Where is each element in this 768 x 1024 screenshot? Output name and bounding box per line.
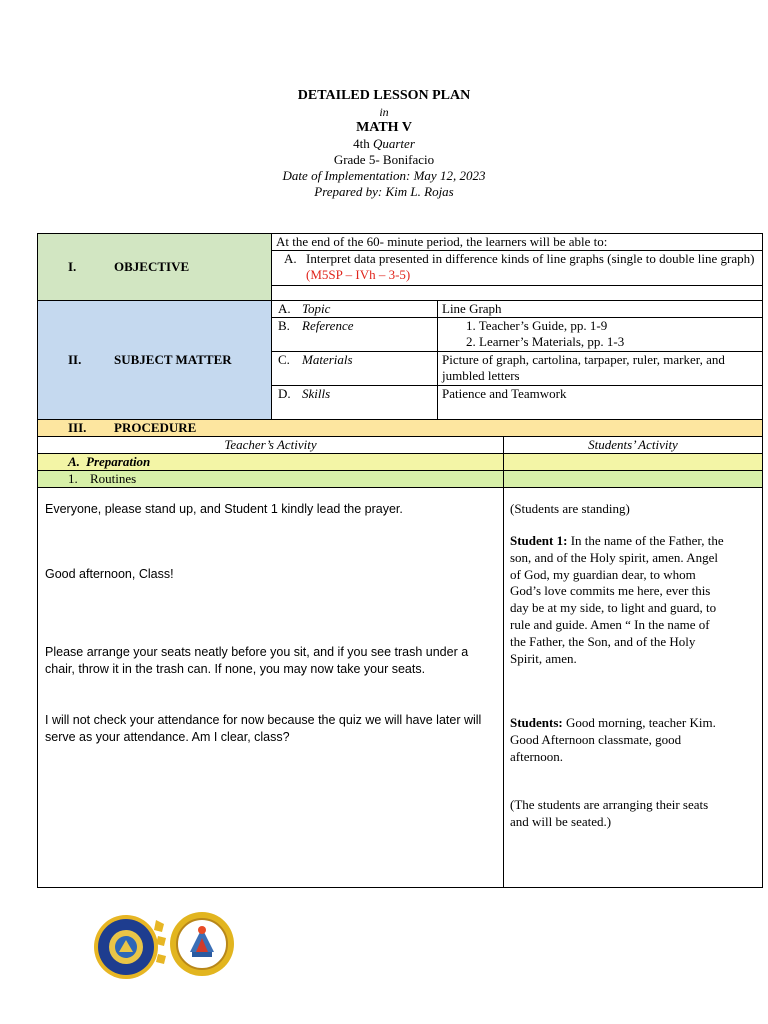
procedure-row: [38, 420, 763, 437]
objective-item-letter: A.: [284, 251, 297, 266]
students-text: Good morning, teacher Kim. Good Afternoon classmate, good afternoon.: [510, 715, 716, 764]
document-title: DETAILED LESSON PLAN: [297, 88, 471, 103]
teacher-line-4: I will not check your attendance for now because the quiz we will have later will serve as your attendance. Am I clear, class?: [45, 713, 482, 744]
routines-label: Routines: [90, 471, 137, 486]
procedure-header: [38, 420, 763, 437]
reference-value: [438, 318, 763, 352]
lesson-plan-table: [37, 233, 763, 888]
teacher-dialogue-cell: [38, 488, 504, 888]
student1-text: In the name of the Father, the son, and of the Holy spirit, amen. Angel of God, my guardian dear, to whom God’s love commits me here, ever this day be at my side, to light and guard, to rule and guide. Amen “ In the name of the Father, the Son, and of the Holy Spirit, amen.: [510, 533, 724, 666]
students-speaker: Students:: [510, 715, 563, 730]
preparation-student-cell: [504, 454, 763, 471]
teacher-line-2: Good afternoon, Class!: [45, 567, 174, 581]
objective-item: [272, 251, 763, 286]
procedure-number: III.: [68, 420, 87, 435]
subject-label: SUBJECT MATTER: [114, 352, 232, 367]
routines-student-cell: [504, 471, 763, 488]
student-line-3: [510, 714, 730, 765]
reference-key: Reference: [302, 318, 354, 333]
objective-label: OBJECTIVE: [114, 259, 190, 274]
student-line-1: (Students are standing): [510, 501, 630, 516]
objective-intro: At the end of the 60- minute period, the learners will be able to:: [272, 234, 763, 251]
teacher-line-1: Everyone, please stand up, and Student 1 kindly lead the prayer.: [45, 502, 403, 516]
quarter-line: [0, 136, 768, 152]
objective-item-text: Interpret data presented in difference kinds of line graphs (single to double line graph): [306, 251, 755, 266]
routines-row: [38, 471, 763, 488]
objective-label-cell: [38, 234, 272, 301]
objective-item-code: (M5SP – IVh – 3-5): [306, 267, 411, 282]
topic-key: Topic: [302, 301, 331, 316]
reference-key-cell: [272, 318, 438, 352]
subject-label-cell: [38, 301, 272, 420]
skills-key-cell: [272, 386, 438, 420]
skills-letter: D.: [278, 386, 291, 401]
activity-header-row: [38, 437, 763, 454]
subject-number: II.: [68, 352, 82, 367]
reference-item-1: 1. Teacher’s Guide, pp. 1-9: [466, 318, 608, 333]
materials-letter: C.: [278, 352, 290, 367]
preparation-letter: A.: [68, 454, 80, 469]
prepared-line: Prepared by: Kim L. Rojas: [314, 184, 454, 199]
dialogue-row: [38, 488, 763, 888]
preparation-label: Preparation: [86, 454, 151, 469]
objective-number: I.: [68, 259, 77, 274]
student-activity-header: Students’ Activity: [504, 437, 763, 454]
student-line-2: [510, 533, 728, 667]
university-seal-logo: [92, 910, 170, 980]
preparation-row: [38, 454, 763, 471]
student1-speaker: Student 1:: [510, 533, 568, 548]
routines-number: 1.: [68, 471, 78, 486]
objective-blank-cell: [272, 286, 763, 301]
grade-line: Grade 5- Bonifacio: [333, 152, 435, 167]
student-line-4: (The students are arranging their seats and will be seated.): [510, 797, 709, 829]
topic-key-cell: [272, 301, 438, 318]
quarter-word: Quarter: [372, 136, 415, 151]
reference-letter: B.: [278, 318, 290, 333]
materials-value: Picture of graph, cartolina, tarpaper, ruler, marker, and jumbled letters: [438, 352, 763, 386]
materials-key: Materials: [302, 352, 353, 367]
teacher-activity-header: Teacher’s Activity: [38, 437, 504, 454]
reference-item-2: 2. Learner’s Materials, pp. 1-3: [466, 334, 625, 349]
procedure-label: PROCEDURE: [114, 420, 197, 435]
quarter-number: 4th: [353, 136, 370, 151]
subject-title: MATH V: [356, 120, 412, 135]
materials-key-cell: [272, 352, 438, 386]
routines-cell: [38, 471, 504, 488]
topic-value: Line Graph: [438, 301, 763, 318]
skills-value: Patience and Teamwork: [438, 386, 763, 420]
teacher-line-3: Please arrange your seats neatly before you sit, and if you see trash under a chair, throw it in the trash can. If none, you may now take your seats.: [45, 645, 469, 676]
student-dialogue-cell: [504, 488, 763, 888]
preparation-cell: [38, 454, 504, 471]
subject-row-topic: [38, 301, 763, 318]
date-line: Date of Implementation: May 12, 2023: [282, 168, 486, 183]
header-in: in: [379, 105, 389, 119]
topic-letter: A.: [278, 301, 291, 316]
skills-key: Skills: [302, 386, 331, 401]
education-seal-logo: [168, 908, 236, 978]
document-header: [0, 88, 768, 200]
objective-row-intro: [38, 234, 763, 251]
